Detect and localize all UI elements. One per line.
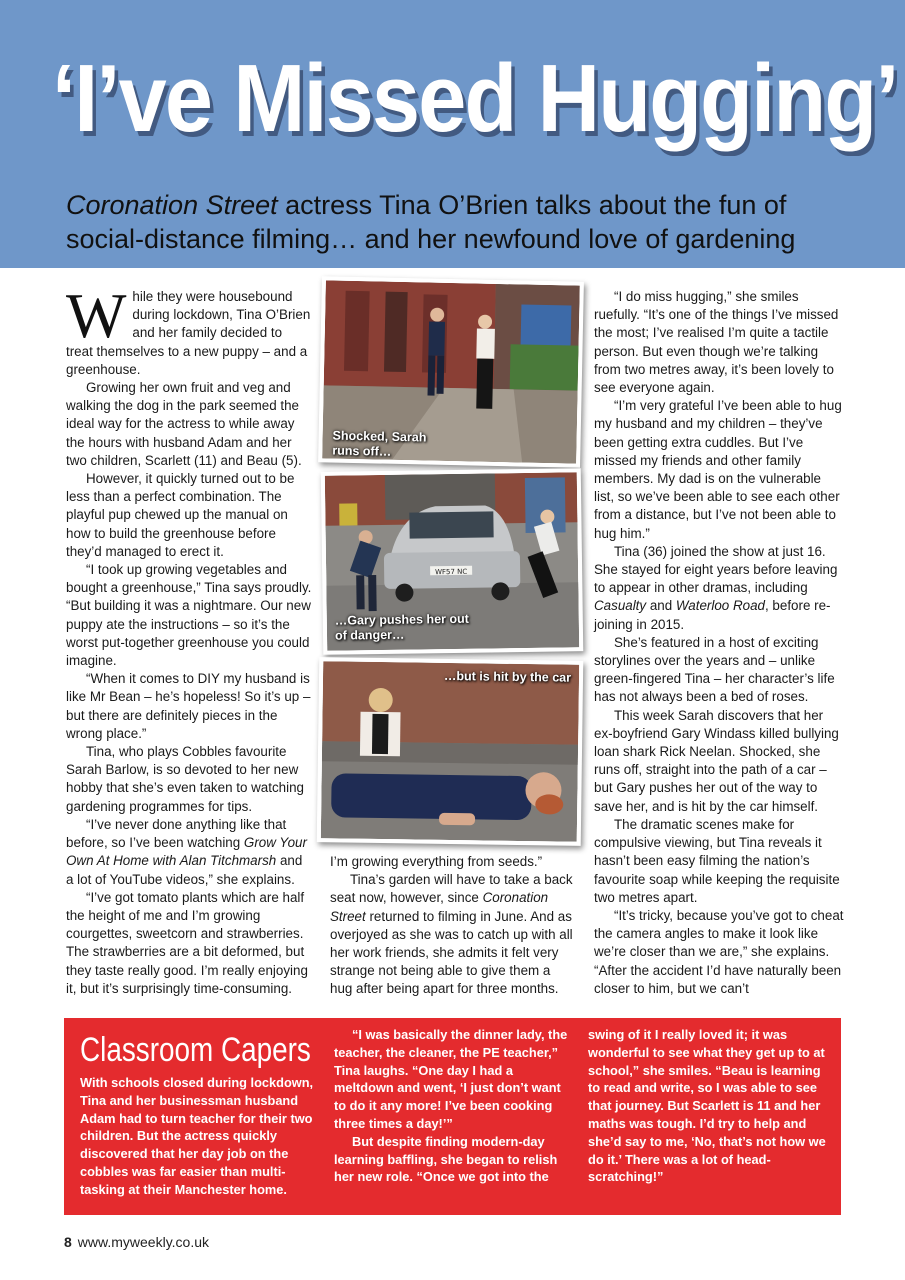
box-column-1 (80, 1074, 316, 1199)
article-column-3 (594, 288, 844, 998)
page-footer (64, 1234, 209, 1250)
classroom-capers-box (64, 1018, 841, 1215)
box-title: Classroom Capers (80, 1031, 311, 1069)
photo-caption: …but is hit by the car (443, 668, 572, 685)
show-title: Casualty (594, 598, 647, 614)
paragraph: With schools closed during lockdown, Tina and her businessman husband Adam had to turn teacher for their two children. But the actress quickly discovered that her day job on the cobbles was far easier than multi-tasking at their Manchester home. (80, 1075, 314, 1197)
photo-sarah-runs (318, 276, 584, 467)
paragraph: While they were housebound during lockdown, Tina O’Brien and her family decided to treat themselves to a new puppy – and a greenhouse. (66, 280, 311, 377)
drop-cap: W (66, 280, 127, 351)
photo-gary-pushes (321, 468, 584, 655)
photo-caption: …Gary pushes her out of danger… (334, 611, 469, 643)
standfirst-text: actress Tina O’Brien talks about the fun of social-distance filming… and her newfound love of gardening (66, 190, 796, 254)
header-band (0, 0, 905, 268)
paragraph: “I took up growing vegetables and bought a greenhouse,” Tina says proudly. “But building it was a nightmare. Our new puppy ate the instructions – so it’s the worst put-together greenhouse you could imagine. (66, 562, 312, 669)
standfirst-show-title: Coronation Street (66, 190, 278, 220)
paragraph: “I was basically the dinner lady, the teacher, the cleaner, the PE teacher,” Tina laughs. “One day I had a meltdown and went, ‘I just don’t want to do it any more! I’ve been cooking three times a day!’” (334, 1027, 568, 1131)
paragraph: swing of it I really loved it; it was wonderful to see what they get up to at school,” she smiles. “Beau is learning to read and write, so I was able to see that journey. But Scarlett is 11 and her maths was tough. I’d try to help and she’d say to me, ‘No, that’s not how we do it.’ There was a lot of head-scratching!” (588, 1027, 826, 1185)
show-title: Coronation Street (330, 890, 549, 924)
paragraph: Tina, who plays Cobbles favourite Sarah Barlow, is so devoted to her new hobby that she’s even taken to watching gardening programmes for tips. (66, 744, 304, 814)
paragraph: I’m growing everything from seeds.” (330, 854, 543, 869)
article-column-2 (330, 853, 576, 999)
paragraph: “When it comes to DIY my husband is like Mr Bean – he’s hopeless! So it’s up – but there are definitely pieces in the wrong place.” (66, 671, 311, 741)
paragraph: Tina (36) joined the show at just 16. She stayed for eight years before leaving to appear in other dramas, including Casualty and Waterloo Road, before re-joining in 2015. (594, 543, 838, 632)
headline: ‘I’ve Missed Hugging’ (52, 45, 898, 152)
paragraph: “I’m very grateful I’ve been able to hug my husband and my children – they’ve been getting extra cuddles. But I’ve missed my friends and other family members. My dad is on the vulnerable list, so we’ve been able to see each other from a distance, but I’ve not been able to hug him.” (594, 398, 842, 541)
paragraph: Tina’s garden will have to take a back seat now, however, since Coronation Street returned to filming in June. And as overjoyed as she was to catch up with all her work friends, she admits it felt very strange not being able to give them a hug after being apart for three months. (330, 872, 573, 997)
paragraph: “I’ve got tomato plants which are half the height of me and I’m growing courgettes, sweetcorn and strawberries. The strawberries are a bit deformed, but they taste really good. I’m really enjoying it, but it’s surprisingly time-consuming. (66, 889, 308, 996)
accident-scene-image (321, 661, 579, 842)
box-column-2 (334, 1026, 570, 1186)
website-url: www.myweekly.co.uk (77, 1234, 210, 1250)
paragraph: However, it quickly turned out to be less than a perfect combination. The playful pup chewed up the manual on how to build the greenhouse before they’d managed to erect it. (66, 471, 295, 559)
paragraph: She’s featured in a host of exciting storylines over the years and – unlike green-fingered Tina – her character’s life has not always been a bed of roses. (594, 634, 835, 705)
box-column-3 (588, 1026, 828, 1186)
photo-hit-by-car (317, 657, 584, 846)
paragraph: The dramatic scenes make for compulsive viewing, but Tina reveals it hasn’t been easy filming the nation’s favourite soap while keeping the requisite two metres apart. (594, 816, 840, 905)
paragraph: This week Sarah discovers that her ex-boyfriend Gary Windass killed bullying loan shark Rick Neelan. Shocked, she runs off, straight into the path of a car – but Gary pushes her out of the way to save her, and is hit by the car himself. (594, 707, 839, 814)
paragraph: Growing her own fruit and veg and walking the dog in the park seemed the ideal way for the actress to while away the hours with husband Adam and her two children, Scarlett (11) and Beau (5). (66, 380, 302, 468)
article-column-1 (66, 280, 312, 998)
paragraph: “I do miss hugging,” she smiles ruefully. “It’s one of the things I’ve missed the most; I’ve realised I’m quite a tactile person. But even though we’re talking from two metres away, it’s been lovely to see everyone again. (594, 289, 839, 396)
paragraph: “I’ve never done anything like that before, so I’ve been watching Grow Your Own At Home with Alan Titchmarsh and a lot of YouTube videos,” she explains. (66, 816, 307, 887)
standfirst (66, 188, 866, 256)
show-title: Grow Your Own At Home with Alan Titchmarsh (66, 835, 307, 869)
page-number: 8 (64, 1234, 72, 1250)
paragraph: “It’s tricky, because you’ve got to cheat the camera angles to make it look like we’re closer than we are,” she explains. “After the accident I’d have naturally been closer to him, but we can’t (594, 907, 844, 996)
show-title: Waterloo Road (675, 598, 765, 614)
number-plate: WF57 NC (434, 567, 468, 577)
photo-caption: Shocked, Sarah runs off… (332, 428, 427, 459)
paragraph: But despite finding modern-day learning baffling, she began to relish her new role. “Once we got into the (334, 1133, 558, 1185)
